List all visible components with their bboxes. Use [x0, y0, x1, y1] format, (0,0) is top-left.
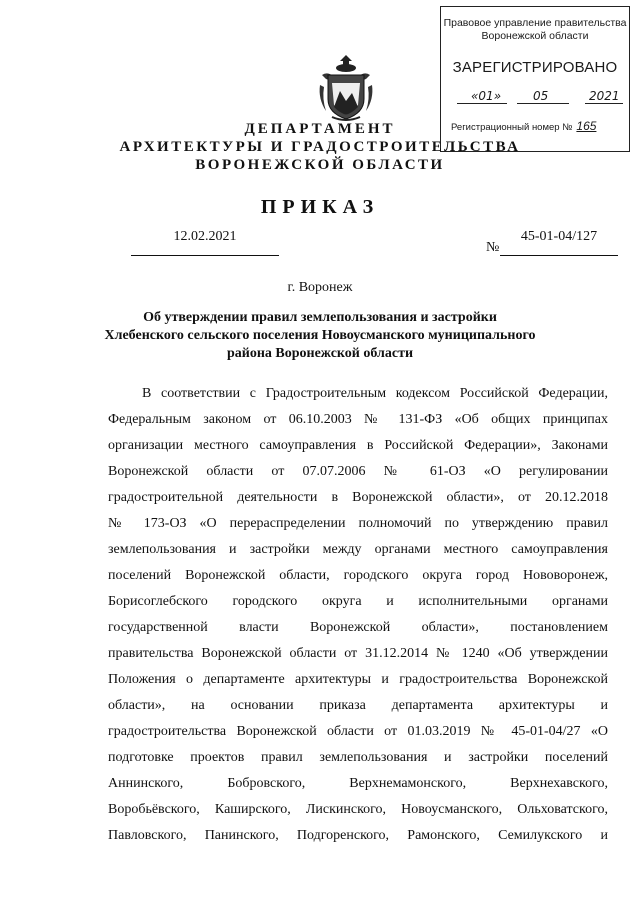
city: г. Воронеж [287, 280, 353, 295]
body-line: землепользования и застройки между органами местного самоуправления [108, 542, 608, 557]
title-line3: района Воронежской области [226, 346, 414, 361]
body-line: № 173-ОЗ «О перераспределении полномочий по утверждению правил [108, 516, 608, 531]
body-line: области», на основании приказа департамента архитектуры и [108, 698, 608, 713]
body-text [108, 381, 608, 849]
stamp-org [441, 17, 629, 43]
order-date: 12.02.2021 [131, 229, 279, 256]
body-line: подготовке проектов правил землепользования и застройки поселений [108, 750, 608, 765]
stamp-reg-number-value: 165 [576, 119, 597, 133]
body-line: градостроительной деятельности в Воронежской области», от 20.12.2018 [108, 490, 608, 505]
body-line: Федеральным законом от 06.10.2003 № 131-ФЗ «Об общих принципах [108, 412, 608, 427]
body-line: градостроительства Воронежской области от 01.03.2019 № 45-01-04/27 «О [108, 724, 608, 739]
body-line: В соответствии с Градостроительным кодексом Российской Федерации, [142, 386, 608, 401]
dept-line3: ВОРОНЕЖСКОЙ ОБЛАСТИ [195, 157, 445, 173]
department-name [0, 120, 640, 174]
stamp-day: «01» [471, 89, 502, 103]
dept-line2: АРХИТЕКТУРЫ И ГРАДОСТРОИТЕЛЬСТВА [119, 139, 521, 155]
body-line: государственной власти Воронежской области», постановлением [108, 620, 608, 635]
title-line2: Хлебенского сельского поселения Новоусманского муниципального [104, 328, 536, 343]
body-line: Аннинского, Бобровского, Верхнемамонского, Верхнехавского, [108, 776, 608, 791]
body-line: Воробьёвского, Каширского, Лискинского, Новоусманского, Ольховатского, [108, 802, 608, 817]
body-line: поселений Воронежской области, городского округа город Нововоронеж, [108, 568, 608, 583]
body-line: Борисоглебского городского округа и исполнительными органами [108, 594, 608, 609]
stamp-org-line2: Воронежской области [481, 30, 589, 42]
body-line: Воронежской области от 07.07.2006 № 61-ОЗ «О регулировании [108, 464, 608, 479]
title-line1: Об утверждении правил землепользования и застройки [143, 310, 497, 325]
body-line: правительства Воронежской области от 31.12.2014 № 1240 «Об утверждении [108, 646, 608, 661]
body-line: Положения о департаменте архитектуры и градостроительства Воронежской [108, 672, 608, 687]
document-type: ПРИКАЗ [260, 196, 380, 218]
stamp-year: 2021 [589, 89, 620, 103]
body-line: организации местного самоуправления в Российской Федерации», Законами [108, 438, 608, 453]
stamp-org-line1: Правовое управление правительства [443, 17, 627, 29]
stamp-reg-number: Регистрационный номер № 165 [451, 119, 597, 133]
stamp-registered: ЗАРЕГИСТРИРОВАНО [452, 59, 618, 76]
dept-line1: ДЕПАРТАМЕНТ [244, 121, 396, 137]
order-title [100, 309, 540, 363]
order-number-label: № [486, 240, 500, 255]
stamp-date [457, 89, 621, 109]
coat-of-arms-icon [318, 55, 374, 123]
stamp-month: 05 [533, 89, 549, 103]
order-number: 45-01-04/127 [500, 229, 618, 256]
body-line: Павловского, Панинского, Подгоренского, Рамонского, Семилукского и [108, 828, 608, 843]
